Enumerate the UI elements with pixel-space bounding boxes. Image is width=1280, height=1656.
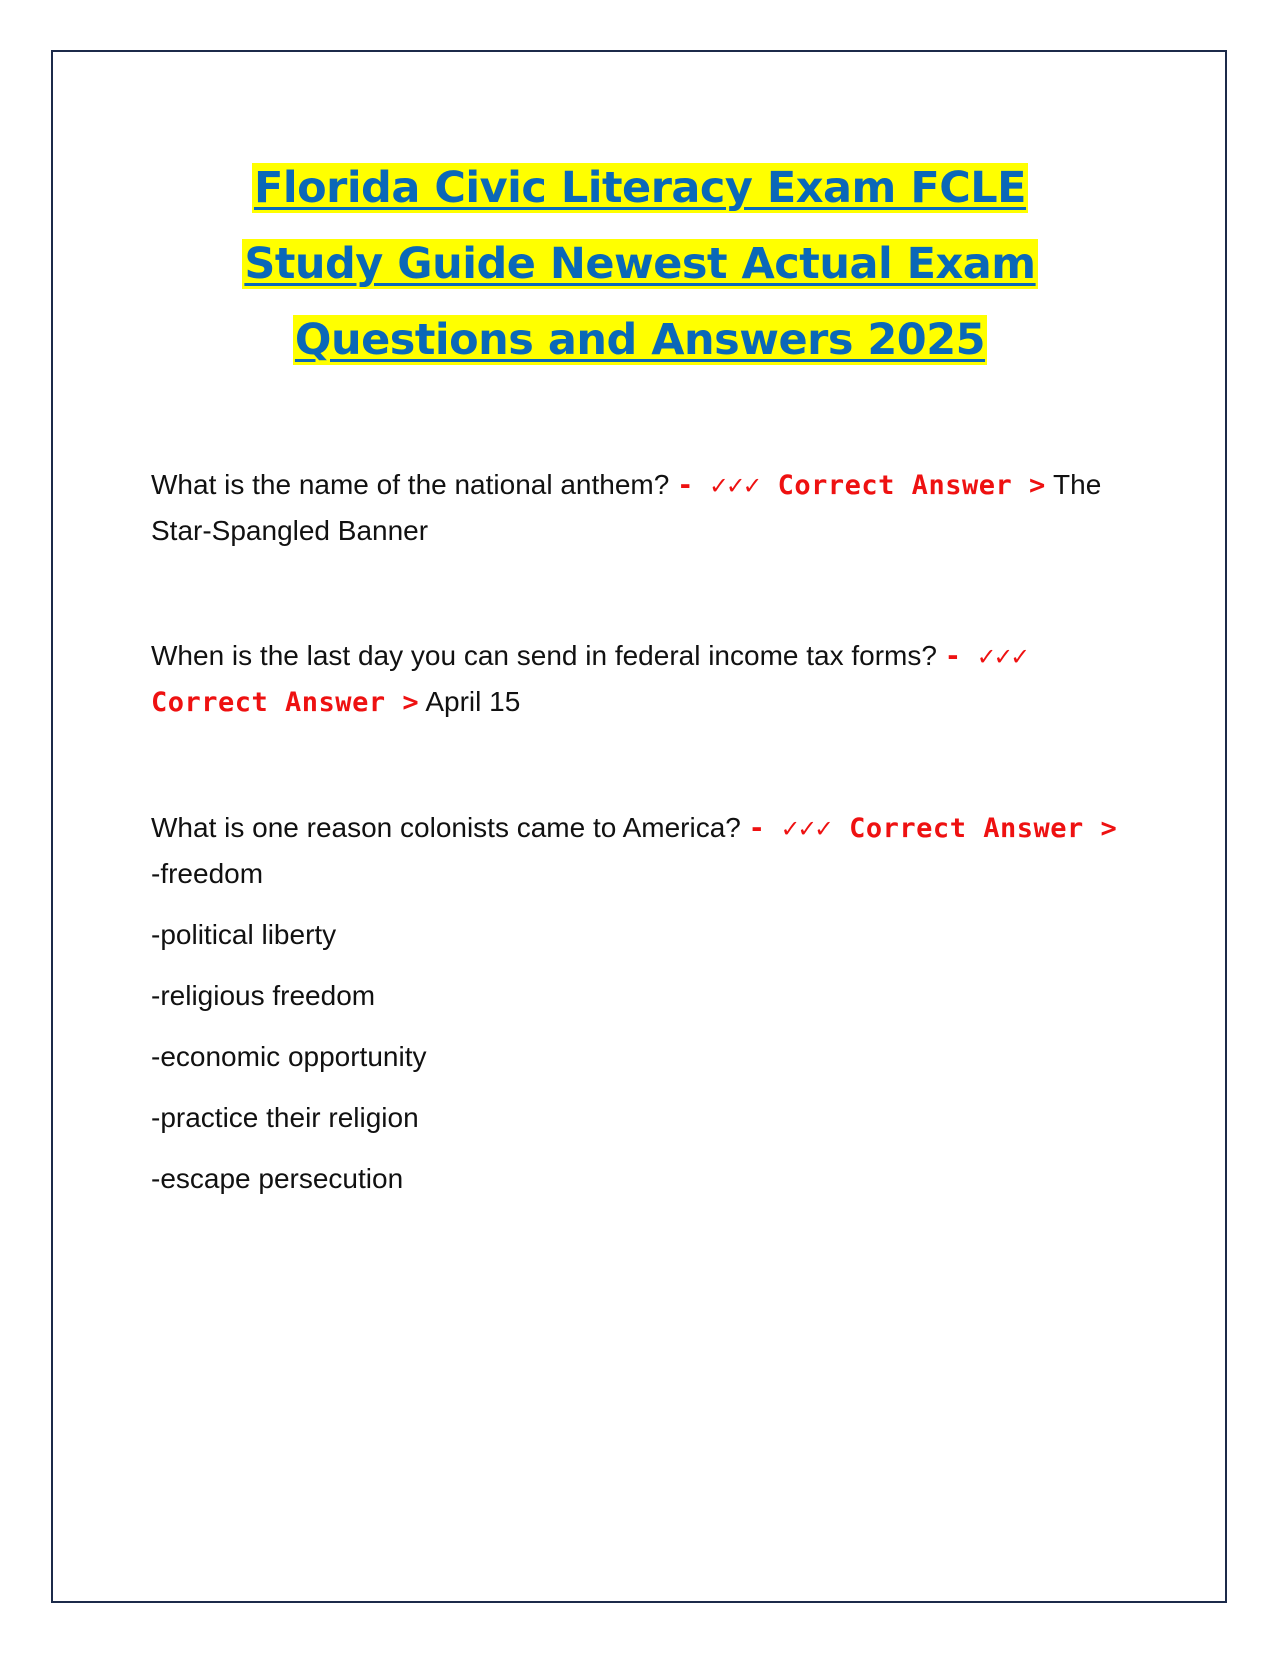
- answer-list-item: -political liberty: [151, 919, 337, 950]
- title-line-1: [100, 150, 1180, 226]
- answer-list-item: -escape persecution: [151, 1163, 404, 1194]
- document-title: [100, 150, 1180, 378]
- question-text: What is one reason colonists came to America?: [151, 812, 741, 843]
- qa-item-1: [151, 462, 1121, 553]
- answer-list-item: -economic opportunity: [151, 1041, 427, 1072]
- answer-list-item: -religious freedom: [151, 980, 376, 1011]
- answer-text: The Star-Spangled Banner: [151, 469, 1102, 546]
- qa-list: [151, 462, 1121, 1201]
- correct-answer-marker: - ✓✓✓ Correct Answer >: [151, 641, 1029, 718]
- answer-list-item: -practice their religion: [151, 1102, 419, 1133]
- question-text: When is the last day you can send in federal income tax forms?: [151, 640, 937, 671]
- title-line-2: [100, 226, 1180, 302]
- qa-item-3: [151, 805, 1121, 1201]
- title-line-2-text: Study Guide Newest Actual Exam: [244, 239, 1036, 289]
- qa-item-2: [151, 633, 1121, 725]
- answer-text: April 15: [425, 686, 521, 717]
- title-line-3: [100, 302, 1180, 378]
- answer-text: -freedom: [151, 858, 264, 889]
- title-line-1-text: Florida Civic Literacy Exam FCLE: [253, 163, 1027, 213]
- correct-answer-marker: - ✓✓✓ Correct Answer >: [677, 470, 1046, 501]
- correct-answer-marker: - ✓✓✓ Correct Answer >: [748, 813, 1118, 844]
- question-text: What is the name of the national anthem?: [151, 469, 670, 500]
- title-line-3-text: Questions and Answers 2025: [294, 315, 986, 365]
